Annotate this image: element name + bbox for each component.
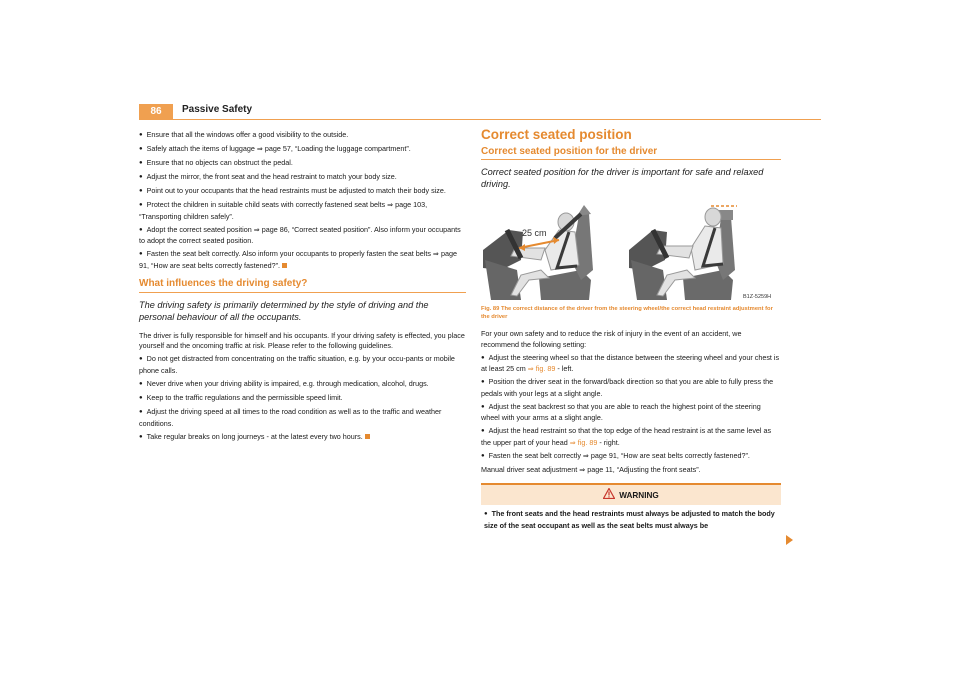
warning-icon (603, 488, 615, 499)
list-item: ● Adopt the correct seated position ⇒ page 86, “Correct seated position”. Also inform your occupants to adopt the correct seated position. (139, 225, 466, 247)
right-column (481, 127, 781, 534)
paragraph: For your own safety and to reduce the risk of injury in the event of an accident, we recommend the following setting: (481, 329, 742, 349)
left-column (139, 130, 466, 446)
list-item: ● Adjust the mirror, the front seat and the head restraint to match your body size. (139, 172, 466, 184)
list-item: ● Fasten the seat belt correctly. Also inform your occupants to properly fasten the seat belts ⇒ page 91, “How are seat belts correctly fastened?”. (139, 249, 466, 271)
distance-label: 25 cm (522, 228, 547, 239)
list-item: ● Adjust the head restraint so that the top edge of the head restraint is at the same level as the upper part of your head ⇒ fig. 89 - right. (481, 426, 781, 448)
section-paragraph: The driver is fully responsible for himself and his occupants. If your driving safety is effected, you place yourself and the oncoming traffic at risk. Please refer to the following guidelines. (139, 330, 465, 351)
header-rule (139, 119, 821, 120)
section-heading: What influences the driving safety? (139, 279, 466, 293)
list-item: ● Fasten the seat belt correctly ⇒ page 91, “How are seat belts correctly fastened?”. (481, 451, 781, 463)
sub-heading: Correct seated position for the driver (481, 147, 781, 161)
figure-code: B1Z-5259H (743, 294, 772, 301)
list-item: ● Protect the children in suitable child seats with correctly fastened seat belts ⇒ page 103, “Transporting children safely”. (139, 200, 466, 222)
figure-link[interactable]: ⇒ fig. 89 (527, 364, 556, 374)
seated-position-illustration (481, 200, 781, 303)
list-item: ● Adjust the steering wheel so that the distance between the steering wheel and your chest is at least 25 cm ⇒ fig. 89 - left. (481, 353, 781, 375)
end-marker (365, 434, 370, 439)
page-title: Passive Safety (182, 104, 253, 115)
list-item: ● Take regular breaks on long journeys - at the latest every two hours. (139, 432, 466, 444)
list-item: ● Adjust the driving speed at all times to the road condition as well as to the traffic and weather conditions. (139, 407, 466, 429)
figure-link[interactable]: ⇒ fig. 89 (569, 437, 598, 447)
list-item: ● Keep to the traffic regulations and the permissible speed limit. (139, 393, 466, 405)
main-heading: Correct seated position (481, 127, 632, 142)
next-page-arrow-icon (786, 535, 793, 545)
list-item: ● Ensure that all the windows offer a good visibility to the outside. (139, 130, 466, 142)
manual-note: Manual driver seat adjustment ⇒ page 11, “Adjusting the front seats”. (481, 464, 701, 474)
list-item: ● Adjust the seat backrest so that you are able to reach the highest point of the steering wheel with your arms at a slight angle. (481, 402, 781, 424)
list-item: ● Never drive when your driving ability is impaired, e.g. through medication, alcohol, drugs. (139, 379, 466, 391)
page-number: 86 (139, 104, 173, 120)
warning-box (481, 483, 781, 531)
warning-title: WARNING (481, 485, 781, 505)
section-intro: The driving safety is primarily determined by the style of driving and the personal behaviour of all the occupants. (139, 299, 429, 322)
section-intro: Correct seated position for the driver is important for safe and relaxed driving. (481, 167, 764, 190)
list-item: ● Do not get distracted from concentrating on the traffic situation, e.g. by your occu-pants or mobile phone calls. (139, 354, 466, 376)
list-item: ● Point out to your occupants that the head restraints must be adjusted to match their body size. (139, 186, 466, 198)
list-item: ● Ensure that no objects can obstruct the pedal. (139, 158, 466, 170)
list-item: ● Safely attach the items of luggage ⇒ page 57, “Loading the luggage compartment”. (139, 144, 466, 156)
list-item: ● Position the driver seat in the forward/back direction so that you are able to fully press the pedals with your legs at a slight angle. (481, 377, 781, 399)
end-marker (282, 263, 287, 268)
figure-89 (481, 200, 781, 303)
figure-caption: Fig. 89 The correct distance of the driver from the steering wheel/the correct head restraint adjustment for the driver (481, 306, 773, 320)
warning-text: ● The front seats and the head restraints must always be adjusted to match the body size of the seat occupant as well as the seat belts must always be (481, 505, 781, 531)
